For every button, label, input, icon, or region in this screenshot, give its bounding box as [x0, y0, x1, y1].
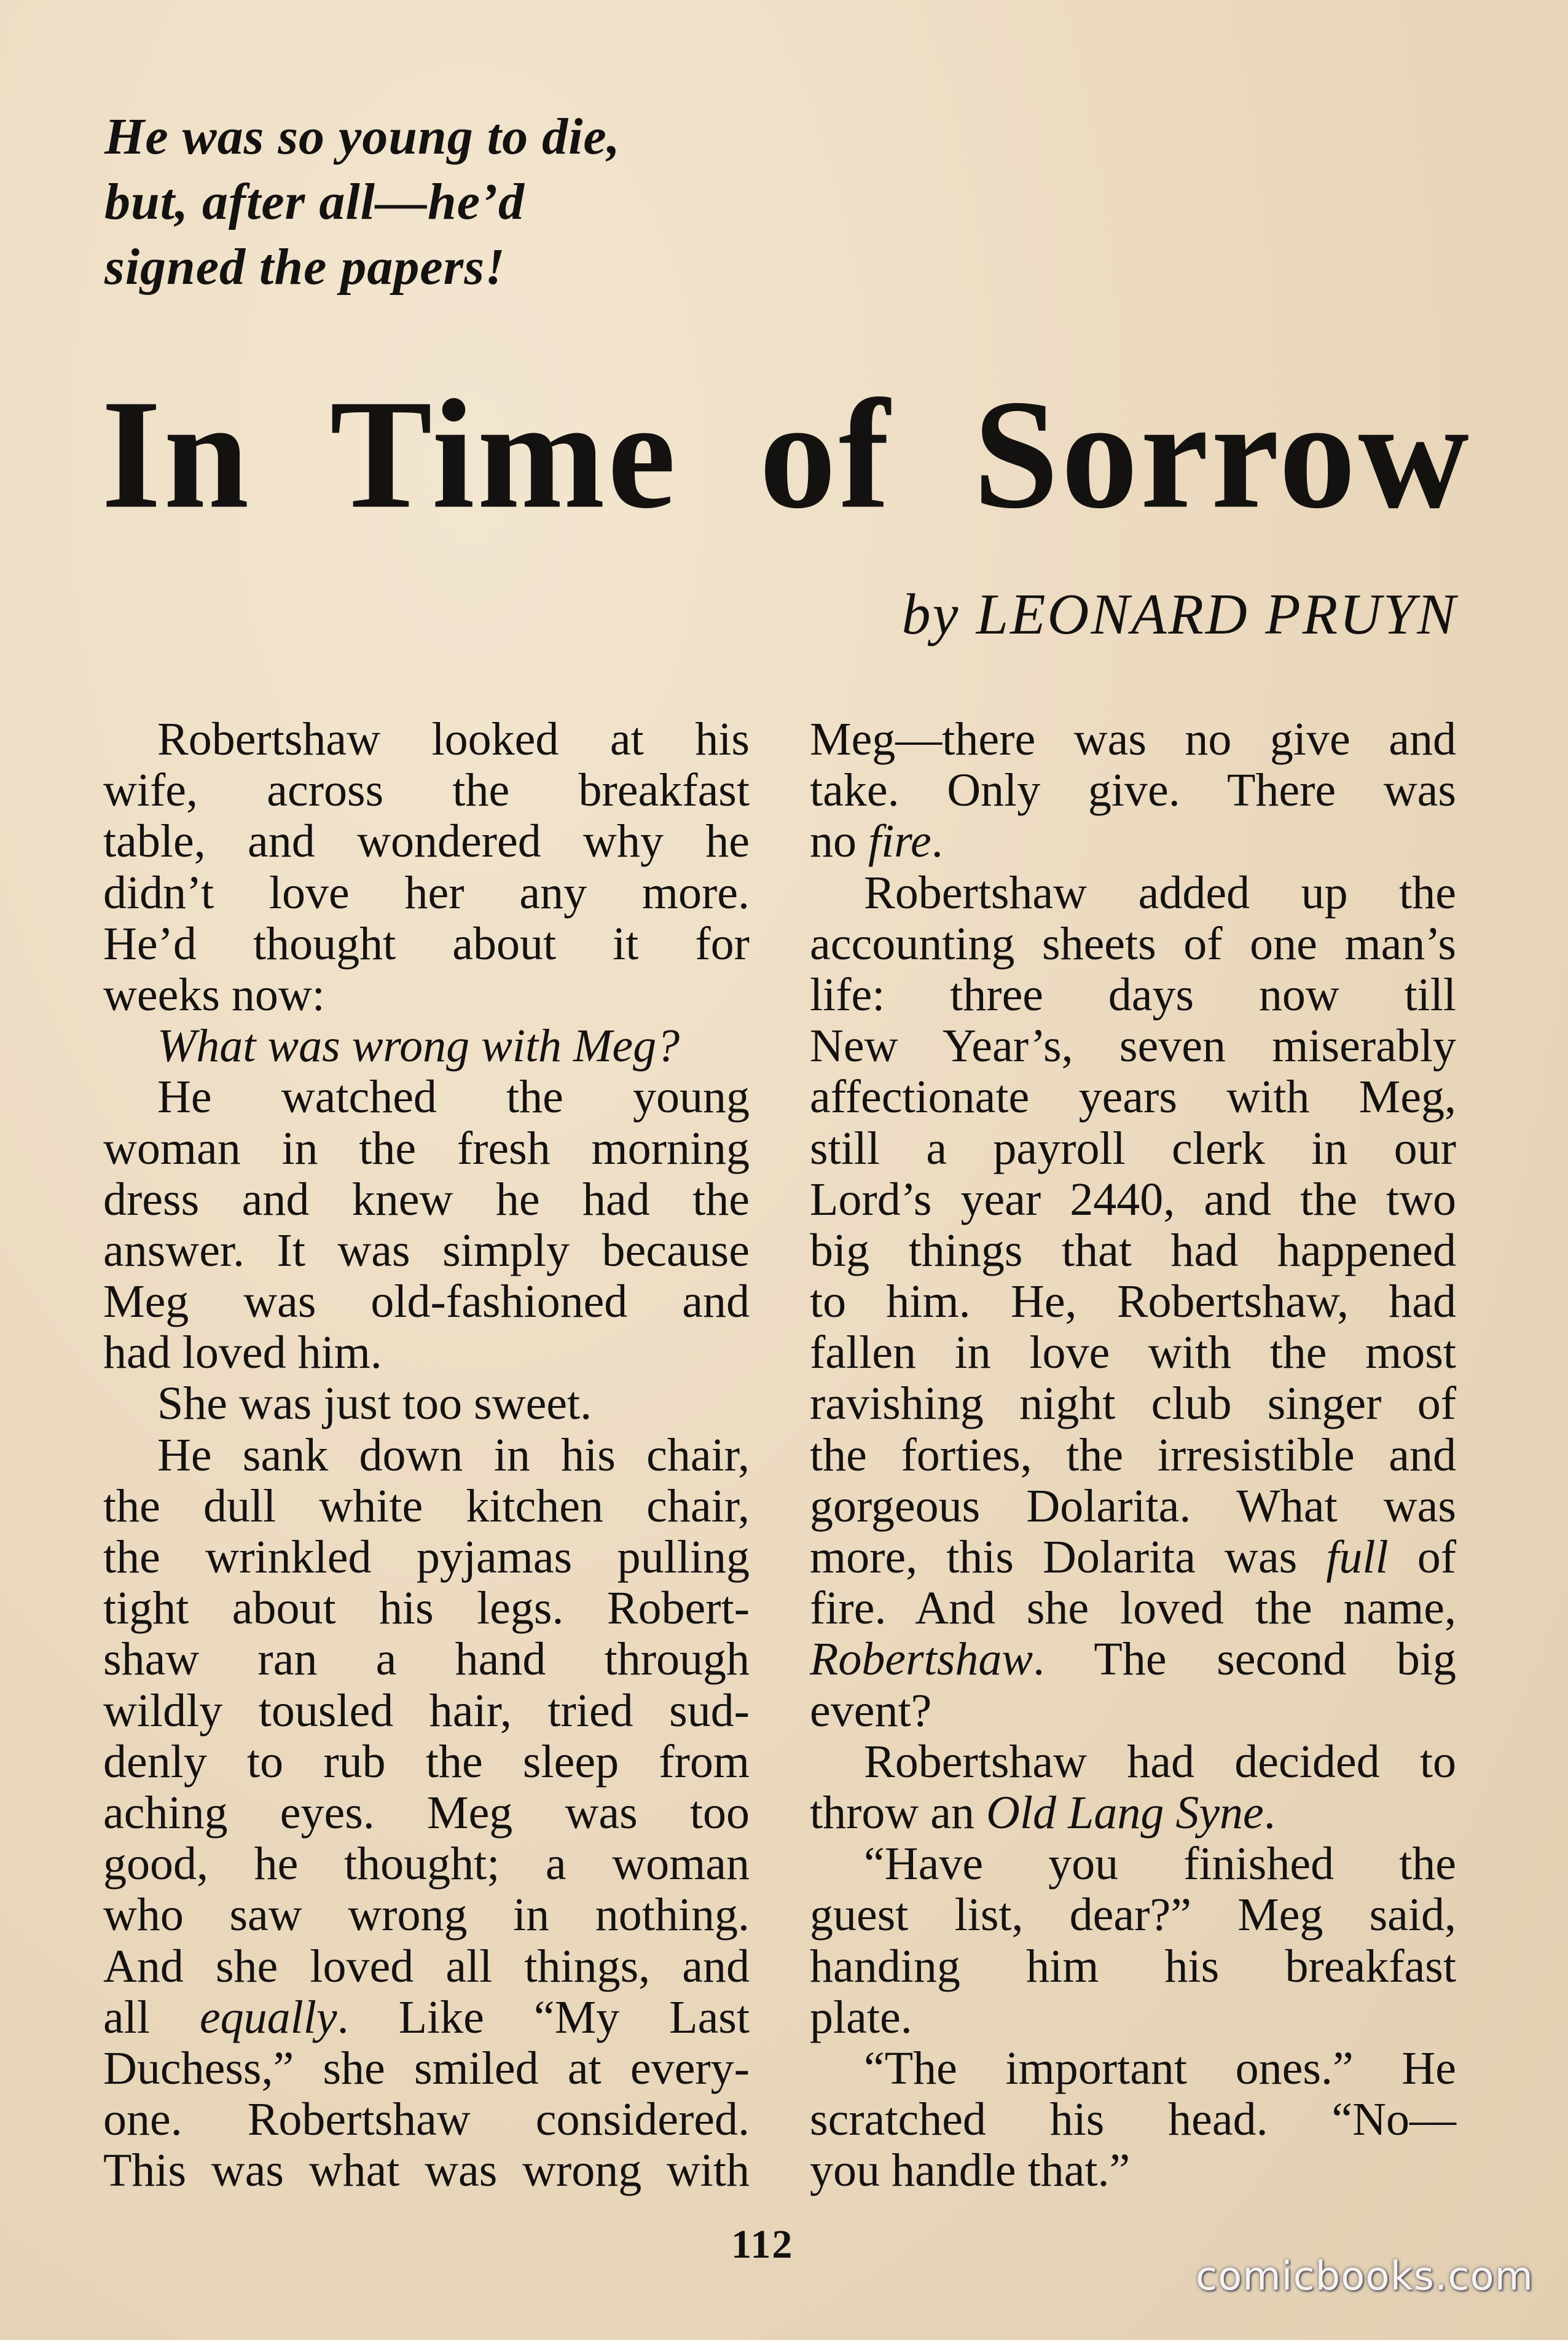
watermark-logo: comicbooks.com: [1195, 2254, 1534, 2299]
text-run: of: [1388, 1531, 1456, 1583]
text-line: answer. It was simply because: [103, 1224, 750, 1276]
text-line: aching eyes. Meg was too: [103, 1786, 750, 1839]
text-line: the dull white kitchen chair,: [103, 1480, 750, 1532]
text-line: New Year’s, seven miserably: [810, 1020, 1456, 1072]
text-line: And she loved all things, and: [103, 1940, 750, 1992]
text-line: weeks now:: [103, 968, 325, 1021]
author-byline: by LEONARD PRUYN: [901, 583, 1457, 646]
text-line: big things that had happened: [810, 1224, 1456, 1276]
text-run: . Like “My Last: [337, 1991, 750, 2043]
text-line: who saw wrong in nothing.: [103, 1889, 750, 1941]
text-line: Meg was old-fashioned and: [103, 1276, 750, 1328]
text-line: woman in the fresh morning: [103, 1122, 750, 1174]
text-line: handing him his breakfast: [810, 1940, 1456, 1992]
text-line: plate.: [810, 1991, 912, 2043]
emphasis-text: Robertshaw: [810, 1633, 1033, 1686]
text-run: no: [810, 815, 868, 868]
text-line: [810, 1788, 1456, 1839]
text-line: scratched his head. “No—: [810, 2094, 1456, 2146]
text-run: .: [931, 815, 943, 868]
text-line: [103, 1992, 750, 2043]
text-line: take. Only give. There was: [810, 764, 1456, 817]
teaser-line: He was so young to die,: [104, 108, 621, 165]
text-line: gorgeous Dolarita. What was: [810, 1480, 1456, 1532]
text-line: accounting sheets of one man’s: [810, 917, 1456, 970]
text-line: Robertshaw added up the: [864, 866, 1456, 919]
text-line: still a payroll clerk in our: [810, 1122, 1456, 1174]
text-line: didn’t love her any more.: [103, 866, 750, 919]
text-line: tight about his legs. Robert-: [103, 1582, 750, 1635]
text-line: had loved him.: [103, 1327, 382, 1379]
text-line: shaw ran a hand through: [103, 1633, 750, 1686]
text-line: guest list, dear?” Meg said,: [810, 1889, 1456, 1941]
text-line: table, and wondered why he: [103, 815, 750, 868]
text-line: “The important ones.” He: [864, 2042, 1456, 2094]
emphasis-text: fire: [868, 815, 931, 868]
text-line: [810, 1532, 1456, 1583]
text-line: wildly tousled hair, tried sud-: [103, 1684, 750, 1737]
text-run: .: [1263, 1786, 1276, 1839]
text-line: She was just too sweet.: [157, 1378, 592, 1430]
text-line: He’d thought about it for: [103, 917, 750, 970]
text-line: What was wrong with Meg?: [157, 1020, 680, 1072]
text-line: He sank down in his chair,: [157, 1429, 750, 1481]
teaser-blurb: [104, 104, 872, 300]
text-line: affectionate years with Meg,: [810, 1071, 1456, 1123]
story-title: In Time of Sorrow: [101, 367, 1472, 541]
text-line: fire. And she loved the name,: [810, 1582, 1456, 1635]
left-text-column: [103, 714, 750, 2196]
text-line: This was what was wrong with: [103, 2145, 750, 2197]
text-line: the wrinkled pyjamas pulling: [103, 1531, 750, 1583]
text-line: “Have you finished the: [864, 1838, 1456, 1890]
text-line: wife, across the breakfast: [103, 764, 750, 817]
emphasis-text: equally: [199, 1991, 337, 2043]
text-line: Lord’s year 2440, and the two: [810, 1173, 1456, 1225]
text-line: Meg—there was no give and: [810, 713, 1456, 765]
text-line: Robertshaw had decided to: [864, 1735, 1456, 1788]
text-line: Duchess,” she smiled at every-: [103, 2042, 750, 2094]
text-line: one. Robertshaw considered.: [103, 2094, 750, 2146]
text-line: life: three days now till: [810, 968, 1456, 1021]
text-line: [810, 816, 1456, 867]
text-run: throw an: [810, 1786, 987, 1839]
emphasis-text: full: [1326, 1531, 1389, 1583]
text-line: fallen in love with the most: [810, 1327, 1456, 1379]
text-line: denly to rub the sleep from: [103, 1735, 750, 1788]
teaser-line: signed the papers!: [104, 238, 506, 296]
text-line: He watched the young: [157, 1071, 750, 1123]
emphasis-text: Old Lang Syne: [986, 1786, 1264, 1839]
text-line: to him. He, Robertshaw, had: [810, 1276, 1456, 1328]
right-text-column: [810, 714, 1456, 2196]
text-line: Robertshaw looked at his: [157, 713, 750, 765]
text-run: more, this Dolarita was: [810, 1531, 1327, 1583]
text-line: you handle that.”: [810, 2145, 1131, 2197]
text-line: the forties, the irresistible and: [810, 1429, 1456, 1481]
text-run: . The second big: [1033, 1633, 1456, 1686]
text-line: ravishing night club singer of: [810, 1378, 1456, 1430]
text-run: all: [103, 1991, 200, 2043]
page-number: 112: [731, 2222, 794, 2267]
text-line: [810, 1634, 1456, 1685]
text-line: good, he thought; a woman: [103, 1838, 750, 1890]
text-line: event?: [810, 1684, 932, 1737]
teaser-line: but, after all—he’d: [104, 173, 525, 230]
text-line: dress and knew he had the: [103, 1173, 750, 1225]
